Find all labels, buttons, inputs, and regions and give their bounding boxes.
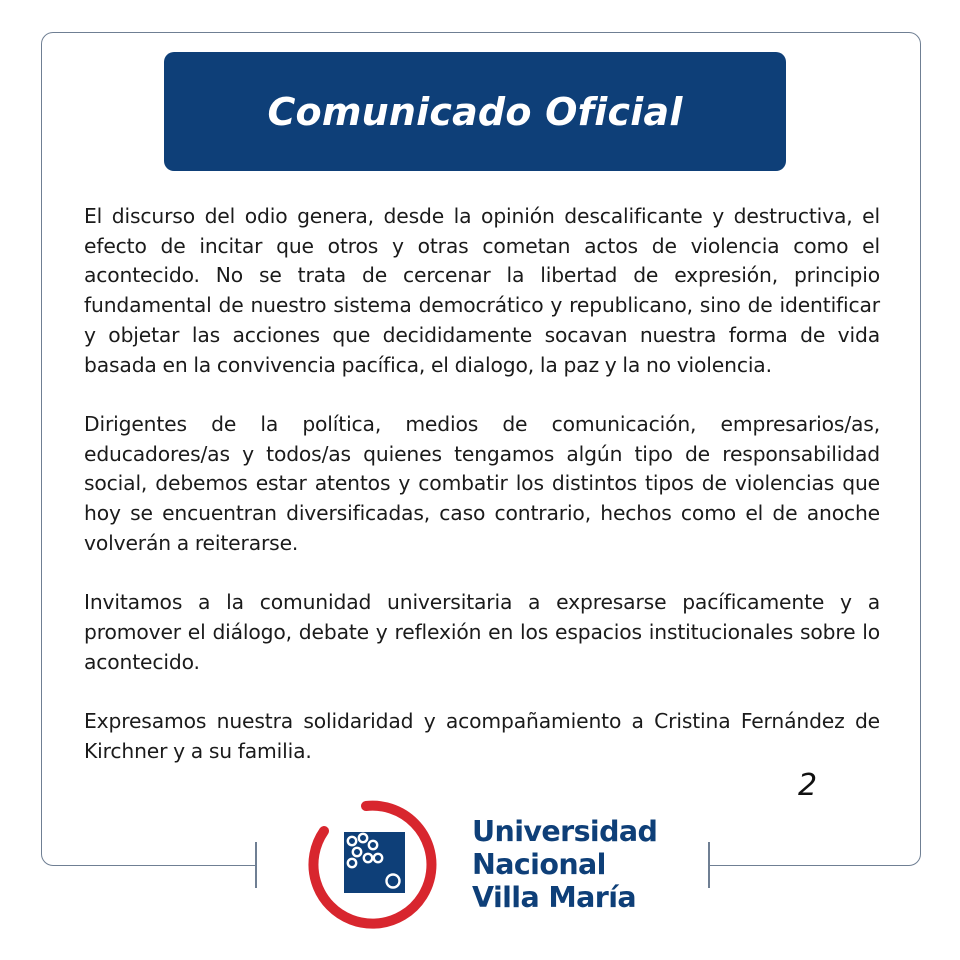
university-name-line-1: Universidad	[472, 815, 658, 848]
header-banner	[164, 52, 786, 171]
university-name-line-3: Villa María	[472, 881, 637, 914]
page-number: 2	[798, 768, 818, 803]
frame-left-tick	[255, 842, 257, 888]
university-name	[472, 815, 657, 914]
page-title: Comunicado Oficial	[267, 89, 683, 134]
statement-body	[84, 202, 880, 766]
frame-right-tick	[708, 842, 710, 888]
paragraph-3: Invitamos a la comunidad universitaria a expresarse pacíficamente y a promover el diálogo, debate y reflexión en los espacios institucionales sobre lo acontecido.	[84, 590, 880, 674]
university-name-line-2: Nacional	[472, 848, 606, 881]
paragraph-4: Expresamos nuestra solidaridad y acompañamiento a Cristina Fernández de Kirchner y a su familia.	[84, 708, 880, 763]
university-logo-icon	[300, 790, 450, 940]
paragraph-2: Dirigentes de la política, medios de comunicación, empresarios/as, educadores/as y todos/as quienes tengamos algún tipo de responsabilidad social, debemos estar atentos y combatir los distintos tipos de violencias que hoy se encuentran diversificadas, caso contrario, hechos como el de anoche volverán a reiterarse.	[84, 411, 880, 555]
paragraph-1: El discurso del odio genera, desde la opinión descalificante y destructiva, el efecto de incitar que otros y otras cometan actos de violencia como el acontecido. No se trata de cercenar la libertad de expresión, principio fundamental de nuestro sistema democrático y republicano, sino de identificar y objetar las acciones que decididamente socavan nuestra forma de vida basada en la convivencia pacífica, el dialogo, la paz y la no violencia.	[84, 204, 880, 377]
